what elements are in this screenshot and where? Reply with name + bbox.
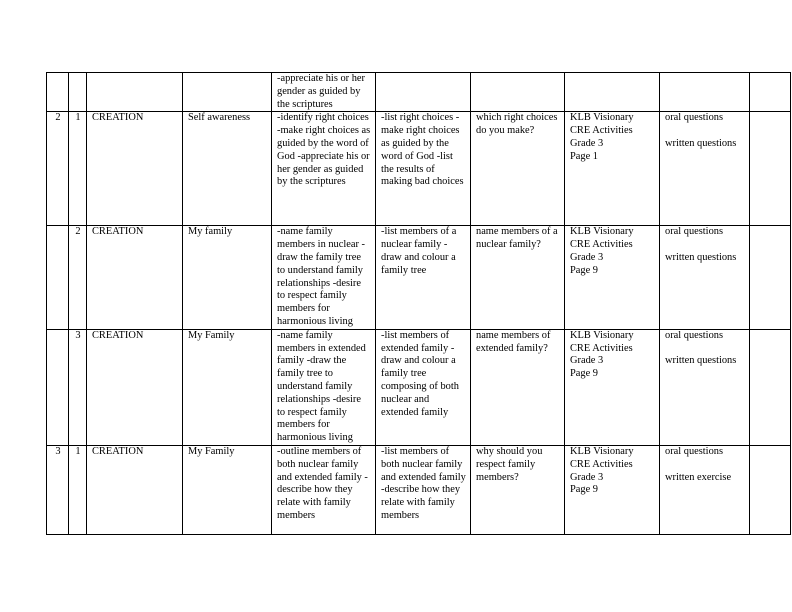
resource-line: CRE Activities — [570, 458, 633, 470]
table-row — [47, 73, 791, 112]
assessment-cell — [660, 73, 750, 112]
key-inquiry-cell: name members of extended family? — [471, 329, 565, 445]
resource-line: Page 1 — [570, 150, 598, 162]
resource-line: Grade 3 — [570, 355, 604, 367]
resource-line: Page 9 — [570, 368, 598, 380]
week-cell: 3 — [47, 445, 69, 534]
week-cell — [47, 329, 69, 445]
resource-line: Grade 3 — [570, 137, 604, 149]
resource-line: KLB Visionary — [570, 112, 634, 124]
remarks-cell — [750, 73, 791, 112]
resource-line: Grade 3 — [570, 251, 604, 263]
learning-experiences-cell: -list right choices -make right choices as guided by the word of God -list the results of making bad choices — [376, 112, 471, 226]
remarks-cell — [750, 226, 791, 329]
learning-outcomes-cell: -outline members of both nuclear family and extended family -describe how they relate with family members — [272, 445, 376, 534]
assessment-line: oral questions — [665, 226, 724, 238]
key-inquiry-cell: why should you respect family members? — [471, 445, 565, 534]
resource-line: KLB Visionary — [570, 329, 634, 341]
resources-cell — [565, 73, 660, 112]
table-row — [47, 112, 791, 226]
learning-outcomes-cell: -identify right choices -make right choices as guided by the word of God -appreciate his or her gender as guided by the scriptures — [272, 112, 376, 226]
resource-line: Page 9 — [570, 484, 598, 496]
key-inquiry-cell — [471, 73, 565, 112]
table-row — [47, 329, 791, 445]
assessment-line: written questions — [665, 251, 737, 263]
resource-line: KLB Visionary — [570, 226, 634, 238]
assessment-line: written exercise — [665, 471, 732, 483]
key-inquiry-cell: name members of a nuclear family? — [471, 226, 565, 329]
resources-cell — [565, 445, 660, 534]
resource-line: CRE Activities — [570, 342, 633, 354]
assessment-cell — [660, 445, 750, 534]
assessment-line: written questions — [665, 355, 737, 367]
lesson-cell: 1 — [69, 445, 87, 534]
sub-strand-cell — [183, 73, 272, 112]
sub-strand-cell: My Family — [183, 329, 272, 445]
learning-experiences-cell: -list members of extended family -draw and colour a family tree composing of both nuclear and extended family — [376, 329, 471, 445]
week-cell — [47, 226, 69, 329]
assessment-cell — [660, 329, 750, 445]
resource-line: Page 9 — [570, 264, 598, 276]
resource-line: KLB Visionary — [570, 445, 634, 457]
table-body — [47, 73, 791, 535]
lesson-cell: 1 — [69, 112, 87, 226]
key-inquiry-cell: which right choices do you make? — [471, 112, 565, 226]
assessment-cell — [660, 112, 750, 226]
learning-outcomes-cell: -name family members in extended family -draw the family tree to understand family relationships -desire to respect family members for harmonious living — [272, 329, 376, 445]
week-cell: 2 — [47, 112, 69, 226]
sub-strand-cell: Self awareness — [183, 112, 272, 226]
assessment-cell — [660, 226, 750, 329]
strand-cell: CREATION — [87, 112, 183, 226]
resource-line: CRE Activities — [570, 125, 633, 137]
resource-line: CRE Activities — [570, 239, 633, 251]
lesson-cell — [69, 73, 87, 112]
strand-cell: CREATION — [87, 226, 183, 329]
resources-cell — [565, 329, 660, 445]
remarks-cell — [750, 445, 791, 534]
table-row — [47, 445, 791, 534]
week-cell — [47, 73, 69, 112]
assessment-line: written questions — [665, 137, 737, 149]
learning-outcomes-cell: -appreciate his or her gender as guided by the scriptures — [272, 73, 376, 112]
learning-outcomes-cell: -name family members in nuclear -draw the family tree to understand family relationships -desire to respect family members for harmonious living — [272, 226, 376, 329]
remarks-cell — [750, 329, 791, 445]
learning-experiences-cell — [376, 73, 471, 112]
learning-experiences-cell: -list members of a nuclear family -draw and colour a family tree — [376, 226, 471, 329]
table-row — [47, 226, 791, 329]
assessment-line: oral questions — [665, 329, 724, 341]
strand-cell — [87, 73, 183, 112]
scheme-of-work-table — [46, 72, 791, 535]
resources-cell — [565, 112, 660, 226]
sub-strand-cell: My family — [183, 226, 272, 329]
resource-line: Grade 3 — [570, 471, 604, 483]
assessment-line: oral questions — [665, 445, 724, 457]
lesson-cell: 3 — [69, 329, 87, 445]
resources-cell — [565, 226, 660, 329]
strand-cell: CREATION — [87, 445, 183, 534]
learning-experiences-cell: -list members of both nuclear family and extended family -describe how they relate with family members — [376, 445, 471, 534]
sub-strand-cell: My Family — [183, 445, 272, 534]
lesson-cell: 2 — [69, 226, 87, 329]
assessment-line: oral questions — [665, 112, 724, 124]
remarks-cell — [750, 112, 791, 226]
strand-cell: CREATION — [87, 329, 183, 445]
